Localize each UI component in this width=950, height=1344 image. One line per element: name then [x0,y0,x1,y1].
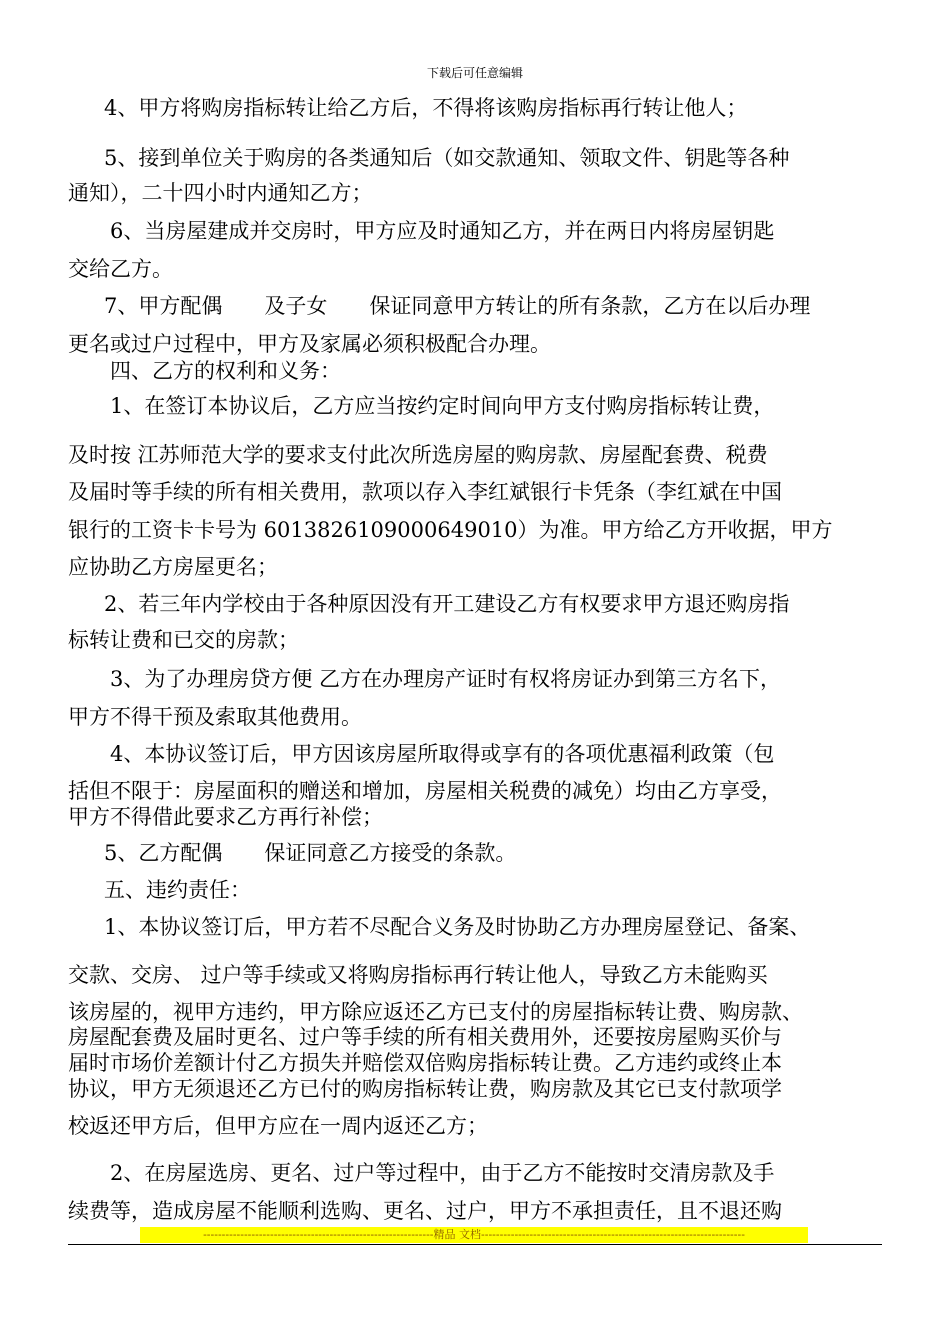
text-line: 4、本协议签订后，甲方因该房屋所取得或享有的各项优惠福利政策（包 [110,742,775,766]
text-line: 协议，甲方无须退还乙方已付的购房指标转让费，购房款及其它已支付款项学 [68,1077,782,1101]
text-line: 校返还甲方后，但甲方应在一周内返还乙方； [68,1114,488,1138]
footer-divider [68,1244,882,1245]
text-line: 甲方不得借此要求乙方再行补偿； [68,805,383,829]
text-line: 更名或过户过程中，甲方及家属必须积极配合办理。 [68,332,551,356]
text-line: 1、在签订本协议后，乙方应当按约定时间向甲方支付购房指标转让费， [110,394,775,418]
text-line: 6、当房屋建成并交房时，甲方应及时通知乙方，并在两日内将房屋钥匙 [110,219,775,243]
text-line: 交给乙方。 [68,257,173,281]
text-line: 及时按 江苏师范大学的要求支付此次所选房屋的购房款、房屋配套费、税费 [68,443,768,467]
text-line: 及届时等手续的所有相关费用，款项以存入李红斌银行卡凭条（李红斌在中国 [68,480,782,504]
text-line: 通知），二十四小时内通知乙方； [68,181,373,205]
text-line: 应协助乙方房屋更名； [68,555,278,579]
text-line: 房屋配套费及届时更名、过户等手续的所有相关费用外，还要按房屋购买价与 [68,1025,782,1049]
section-heading: 四、乙方的权利和义务： [110,359,341,383]
text-line: 银行的工资卡卡号为 6013826109000649010）为准。甲方给乙方开收据，甲方 [68,518,833,542]
text-line: 4、甲方将购房指标转让给乙方后，不得将该购房指标再行转让他人； [104,96,748,120]
text-line: 标转让费和已交的房款； [68,628,299,652]
text-line: 续费等，造成房屋不能顺利选购、更名、过户，甲方不承担责任，且不退还购 [68,1199,782,1223]
text-line: 7、甲方配偶 及子女 保证同意甲方转让的所有条款，乙方在以后办理 [104,294,811,318]
text-line: 该房屋的，视甲方违约，甲方除应返还乙方已支付的房屋指标转让费、购房款、 [68,1000,803,1024]
section-heading: 五、违约责任： [104,878,251,902]
text-line: 括但不限于：房屋面积的赠送和增加，房屋相关税费的减免）均由乙方享受， [68,779,782,803]
footer-banner: --------------------------------------------------------------精品 文档----------------------------------------------------------------------- [140,1227,808,1243]
text-line: 5、乙方配偶 保证同意乙方接受的条款。 [104,841,517,865]
text-line: 2、若三年内学校由于各种原因没有开工建设乙方有权要求甲方退还购房指 [104,592,790,616]
text-line: 届时市场价差额计付乙方损失并赔偿双倍购房指标转让费。乙方违约或终止本 [68,1051,782,1075]
text-line: 1、本协议签订后，甲方若不尽配合义务及时协助乙方办理房屋登记、备案、 [104,915,811,939]
text-line: 甲方不得干预及索取其他费用。 [68,705,362,729]
header-note: 下载后可任意编辑 [426,66,523,80]
text-line: 交款、交房、 过户等手续或又将购房指标再行转让他人，导致乙方未能购买 [68,963,768,987]
text-line: 3、为了办理房贷方便 乙方在办理房产证时有权将房证办到第三方名下， [110,667,782,691]
text-line: 5、接到单位关于购房的各类通知后（如交款通知、领取文件、钥匙等各种 [104,146,790,170]
text-line: 2、在房屋选房、更名、过户等过程中，由于乙方不能按时交清房款及手 [110,1161,775,1185]
